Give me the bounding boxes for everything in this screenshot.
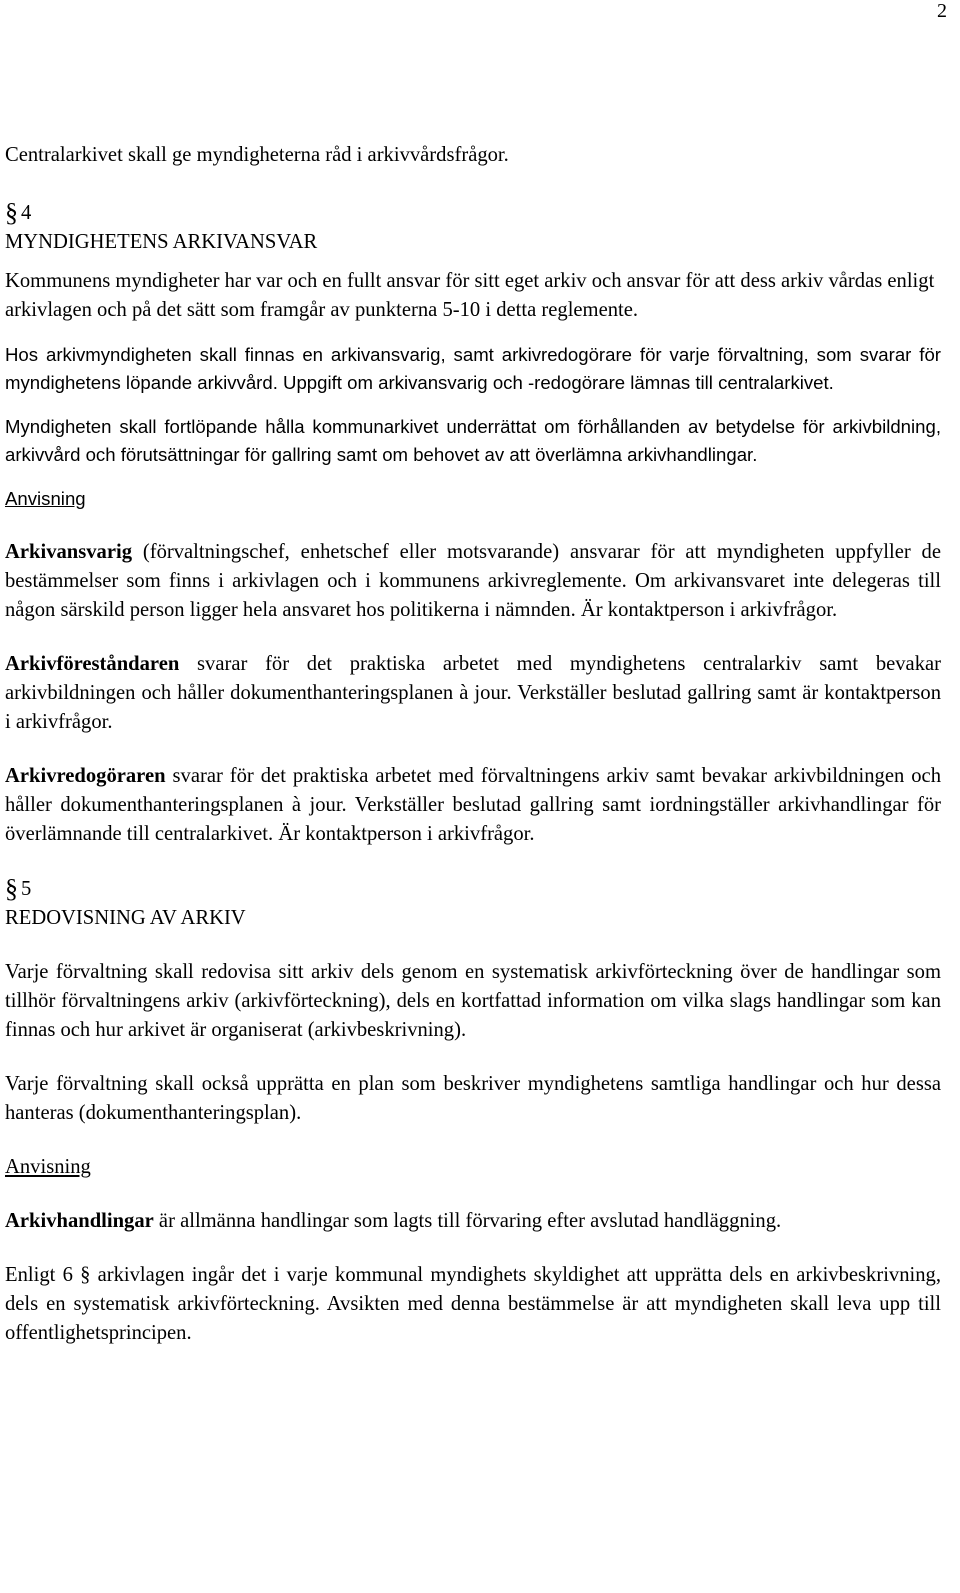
arkivforestandaren-text: svarar för det praktiska arbetet med myndighetens centralarkiv samt bevakar arkivbildningen och håller dokumenthanteringsplanen à jour. Verkställer beslutad gallring samt är kontaktperson i arkivfrågor. [5,653,941,733]
arkivredogoraren-paragraph [5,762,941,849]
anvisning-heading: Anvisning [5,488,86,509]
arkivredogoraren-text: svarar för det praktiska arbetet med förvaltningens arkiv samt bevakar arkivbildningen och håller dokumenthanteringsplanen à jour. Verkställer beslutad gallring samt iordningställer arkivhandlingar för överlämnande till centralarkivet. Är kontaktperson i arkivfrågor. [5,765,941,845]
arkivforestandaren-paragraph [5,650,941,737]
section-title: MYNDIGHETENS ARKIVANSVAR [5,231,318,253]
section-symbol: § [5,198,18,227]
final-paragraph [5,1261,941,1348]
section-4-paragraph-2: Hos arkivmyndigheten skall finnas en arkivansvarig, samt arkivredogörare för varje förvaltning, som svarar för myndighetens löpande arkivvård. Uppgift om arkivansvarig och -redogörare lämnas till centralarkivet. [5,344,941,393]
section-5-number [5,874,941,904]
section-symbol: § [5,874,18,903]
section-4-heading [5,198,941,257]
section-title: REDOVISNING AV ARKIV [5,907,246,929]
intro-paragraph: Centralarkivet skall ge myndigheterna råd i arkivvårdsfrågor. [5,144,509,166]
section-4-paragraph-1: Kommunens myndigheter har var och en fullt ansvar för sitt eget arkiv och ansvar för att dess arkiv vårdas enligt arkivlagen och på det sätt som framgår av punkterna 5-10 i detta reglemente. [5,270,935,321]
section-4-paragraph-3: Myndigheten skall fortlöpande hålla kommunarkivet underrättat om förhållanden av betydelse för arkivbildning, arkivvård och förutsättningar för gallring samt om behovet av att överlämna arkivhandlingar. [5,416,941,465]
term-arkivredogoraren: Arkivredogöraren [5,765,166,787]
section-5-heading [5,874,941,933]
section-4-number [5,198,941,228]
section-number: 4 [21,202,32,224]
arkivansvarig-paragraph [5,538,941,625]
term-arkivhandlingar: Arkivhandlingar [5,1210,154,1232]
arkivhandlingar-text: är allmänna handlingar som lagts till förvaring efter avslutad handläggning. [153,1210,782,1232]
document-body [5,141,941,1348]
arkivansvarig-text: (förvaltningschef, enhetschef eller motsvarande) ansvarar för att myndigheten uppfyller de bestämmelser som finns i arkivlagen och i kommunens arkivreglemente. Om arkivansvaret inte delegeras till någon särskild person ligger hela ansvaret hos politikerna i nämnden. Är kontaktperson i arkivfrågor. [5,541,941,621]
arkivhandlingar-paragraph [5,1207,941,1236]
term-arkivforestandaren: Arkivföreståndaren [5,653,180,675]
section-5-paragraph-1: Varje förvaltning skall redovisa sitt arkiv dels genom en systematisk arkivförteckning över de handlingar som tillhör förvaltningens arkiv (arkivförteckning), dels en kortfattad information om vilka slags handlingar som kan finnas och hur arkivet är organiserat (arkivbeskrivning). [5,961,941,1041]
page-number: 2 [937,0,947,22]
final-text-end: arkivlagen ingår det i varje kommunal myndighets skyldighet att upprätta dels en arkivbeskrivning, dels en systematisk arkivförteckning. Avsikten med denna bestämmelse är att myndigheten skall leva upp till offentlighetsprincipen. [5,1264,941,1344]
section-symbol-inline: § [80,1264,91,1286]
section-number: 5 [21,878,32,900]
term-arkivansvarig: Arkivansvarig [5,541,133,563]
anvisning-heading: Anvisning [5,1156,91,1178]
section-5-paragraph-2: Varje förvaltning skall också upprätta en plan som beskriver myndighetens samtliga handlingar och hur dessa hanteras (dokumenthanteringsplan). [5,1073,941,1124]
final-text-start: Enligt 6 [5,1264,81,1286]
